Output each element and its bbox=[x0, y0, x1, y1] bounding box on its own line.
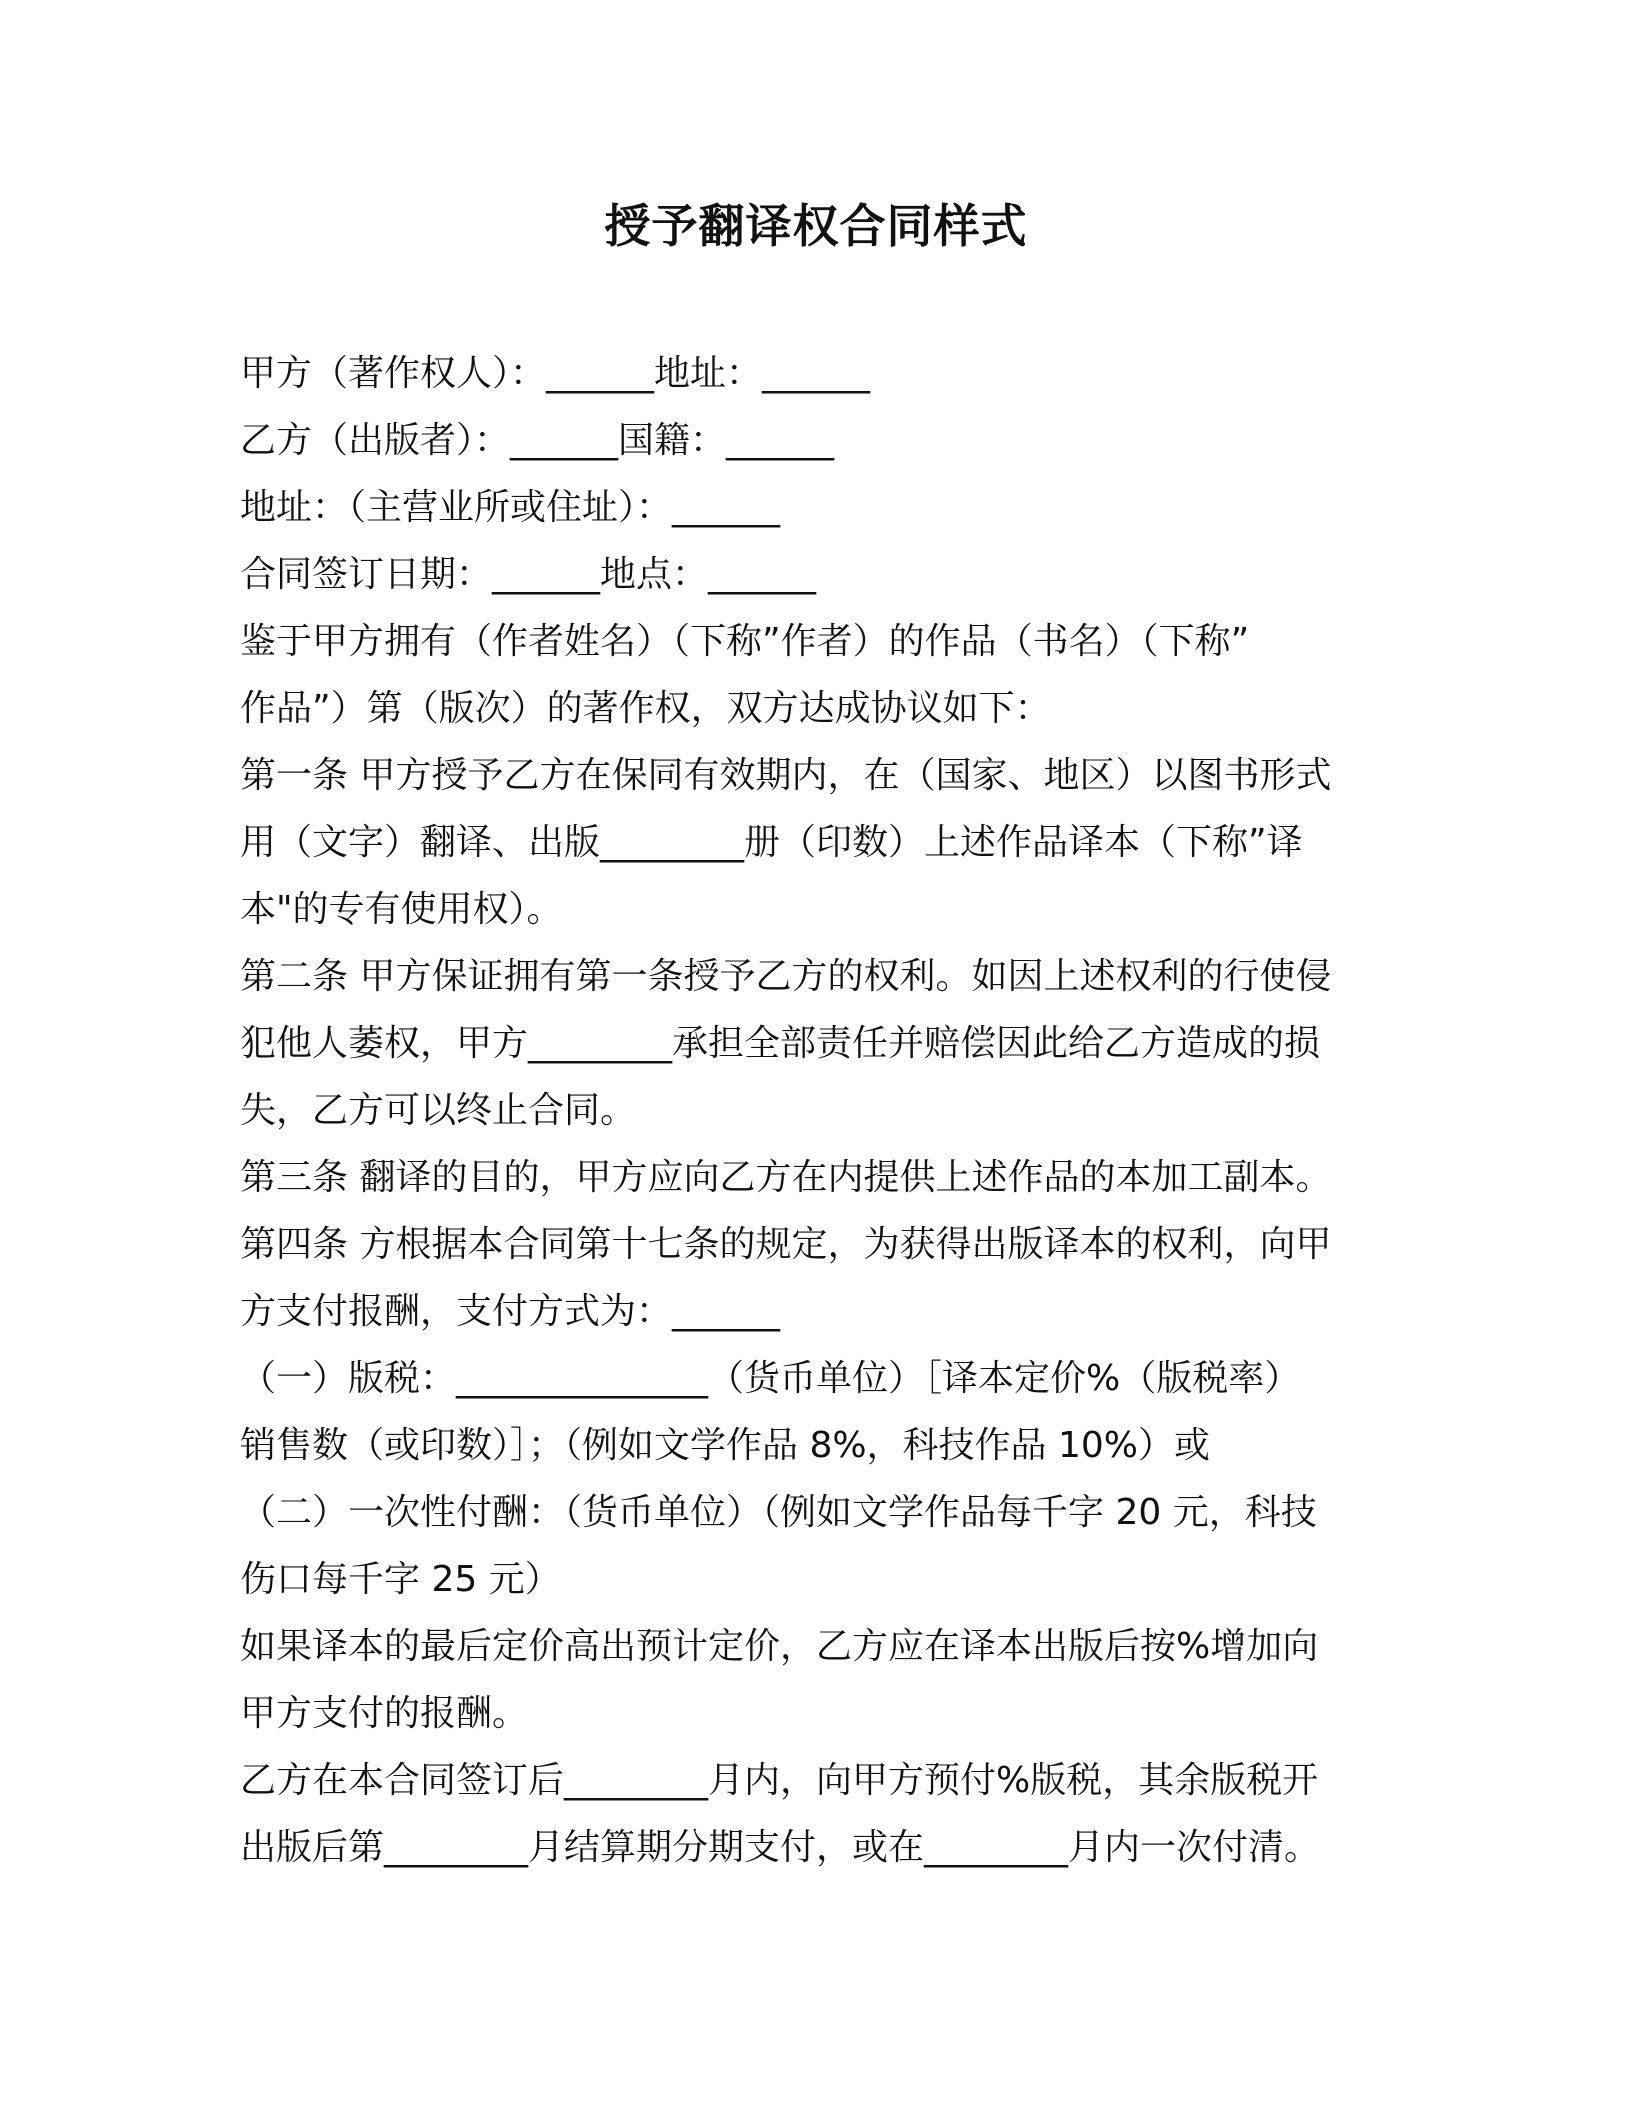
text-line: （一）版税：______________（货币单位）［译本定价%（版税率） bbox=[240, 1358, 1301, 1399]
document-title: 授予翻译权合同样式 bbox=[604, 199, 1028, 253]
text-line: 地址：（主营业所或住址）：______ bbox=[240, 487, 781, 528]
text-line: 用（文字）翻译、出版________册（印数）上述作品译本（下称”译 bbox=[240, 822, 1303, 863]
text-line: 失，乙方可以终止合同。 bbox=[240, 1090, 637, 1131]
text-line: 本"的专有使用权）。 bbox=[240, 889, 563, 930]
text-line: （二）一次性付酬：（货币单位）（例如文学作品每千字 20 元，科技 bbox=[240, 1492, 1317, 1533]
text-line: 合同签订日期：______地点：______ bbox=[240, 554, 817, 595]
text-line: 如果译本的最后定价高出预计定价，乙方应在译本出版后按%增加向 bbox=[240, 1626, 1319, 1667]
text-line: 犯他人萎权，甲方________承担全部责任并赔偿因此给乙方造成的损 bbox=[240, 1023, 1321, 1064]
text-line: 第二条 甲方保证拥有第一条授予乙方的权利。如因上述权利的行使侵 bbox=[240, 956, 1332, 997]
text-line: 乙方在本合同签订后________月内，向甲方预付%版税，其余版税开 bbox=[240, 1760, 1319, 1801]
text-line: 甲方支付的报酬。 bbox=[240, 1693, 529, 1734]
text-line: 伤口每千字 25 元） bbox=[240, 1559, 561, 1600]
text-line: 出版后第________月结算期分期支付，或在________月内一次付清。 bbox=[240, 1827, 1321, 1868]
text-line: 第四条 方根据本合同第十七条的规定，为获得出版译本的权利，向甲 bbox=[240, 1224, 1332, 1265]
text-line: 甲方（著作权人）：______地址：______ bbox=[240, 353, 871, 394]
text-line: 第一条 甲方授予乙方在保同有效期内，在（国家、地区）以图书形式 bbox=[240, 755, 1332, 796]
text-line: 作品”）第（版次）的著作权，双方达成协议如下： bbox=[240, 688, 1051, 729]
text-line: 方支付报酬，支付方式为：______ bbox=[240, 1291, 781, 1332]
text-line: 鉴于甲方拥有（作者姓名）（下称”作者）的作品（书名）（下称” bbox=[240, 621, 1250, 662]
text-line: 乙方（出版者）：______国籍：______ bbox=[240, 420, 835, 461]
text-line: 销售数（或印数）］；（例如文学作品 8%，科技作品 10%）或 bbox=[240, 1425, 1211, 1466]
text-line: 第三条 翻译的目的，甲方应向乙方在内提供上述作品的本加工副本。 bbox=[240, 1157, 1332, 1198]
document-body bbox=[240, 340, 1410, 1881]
